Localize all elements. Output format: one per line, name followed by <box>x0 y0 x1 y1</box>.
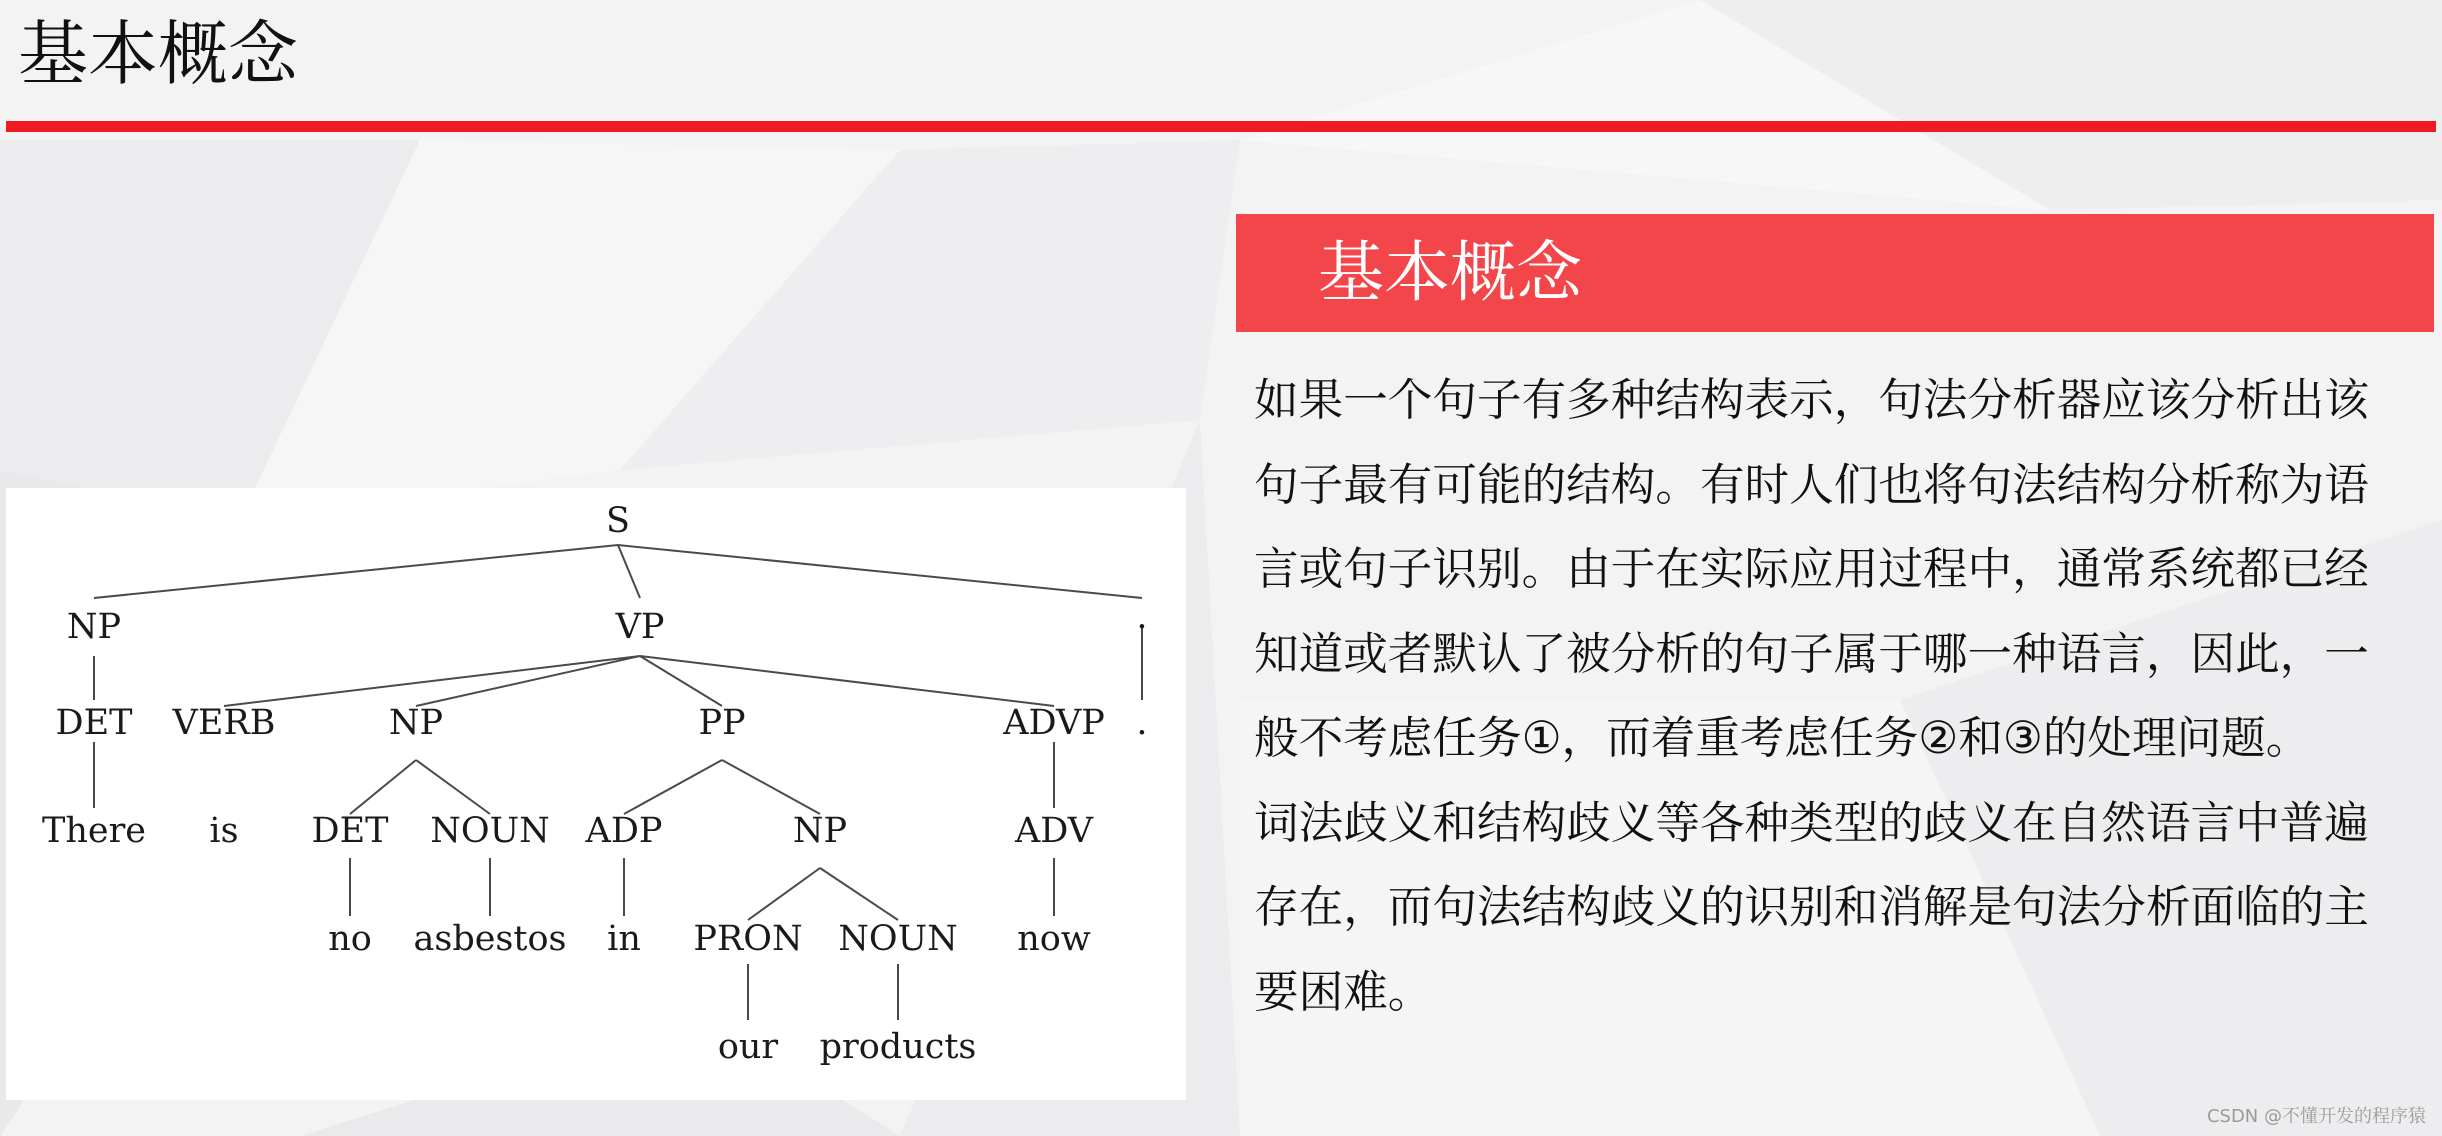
edge-pp-np <box>722 760 820 814</box>
word-there: There <box>41 811 147 851</box>
node-adp: ADP <box>585 811 663 851</box>
node-noun-products: NOUN <box>838 919 958 959</box>
node-noun-asbestos: NOUN <box>430 811 550 851</box>
word-our: our <box>717 1027 779 1067</box>
body-text <box>1254 358 2394 1034</box>
edge-pp-adp <box>624 760 722 814</box>
node-np-subject: NP <box>66 607 122 647</box>
word-asbestos: asbestos <box>413 919 567 959</box>
node-punct: . <box>1136 597 1148 637</box>
edge-vp-np <box>416 656 640 706</box>
parse-tree-diagram <box>6 488 1186 1100</box>
node-punct-dot: . <box>1136 703 1148 743</box>
word-now: now <box>1017 919 1091 959</box>
edge-np-noun <box>416 760 490 814</box>
edge-vp-advp <box>640 656 1054 706</box>
edge-np-det-no <box>350 760 416 814</box>
word-in: in <box>607 919 641 959</box>
edge-np-noun-products <box>820 868 898 920</box>
node-np-object: NP <box>388 703 444 743</box>
word-products: products <box>819 1027 977 1067</box>
word-no: no <box>328 919 372 959</box>
section-banner <box>1236 214 2434 332</box>
paragraph-structure-analysis: 如果一个句子有多种结构表示，句法分析器应该分析出该句子最有可能的结构。有时人们也将句法结构分析称为语言或句子识别。由于在实际应用过程中，通常系统都已经知道或者默认了被分析的句子属于哪一种语言，因此，一般不考虑任务①，而着重考虑任务②和③的处理问题。 <box>1254 374 2369 764</box>
parse-tree-figure <box>6 488 1186 1100</box>
word-is: is <box>209 811 239 851</box>
node-advp: ADVP <box>1003 703 1105 743</box>
edge-s-vp <box>618 545 640 598</box>
node-vp: VP <box>615 607 665 647</box>
node-s: S <box>606 501 630 541</box>
title-divider <box>6 121 2436 132</box>
edge-vp-verb <box>224 656 640 706</box>
edge-s-punct <box>618 545 1142 598</box>
page-title: 基本概念 <box>18 13 298 95</box>
section-heading: 基本概念 <box>1318 234 1582 311</box>
node-verb: VERB <box>172 703 276 743</box>
paragraph-ambiguity: 词法歧义和结构歧义等各种类型的歧义在自然语言中普遍存在，而句法结构歧义的识别和消解是句法分析面临的主要困难。 <box>1254 796 2369 1018</box>
node-det-no: DET <box>311 811 389 851</box>
node-det-there: DET <box>55 703 133 743</box>
node-pp: PP <box>698 703 746 743</box>
node-adv: ADV <box>1015 811 1093 851</box>
node-pron: PRON <box>693 919 803 959</box>
edge-s-np <box>94 545 618 598</box>
watermark: CSDN @不懂开发的程序猿 <box>2206 1106 2426 1127</box>
edge-np-pron <box>748 868 820 920</box>
node-np-inner: NP <box>792 811 848 851</box>
